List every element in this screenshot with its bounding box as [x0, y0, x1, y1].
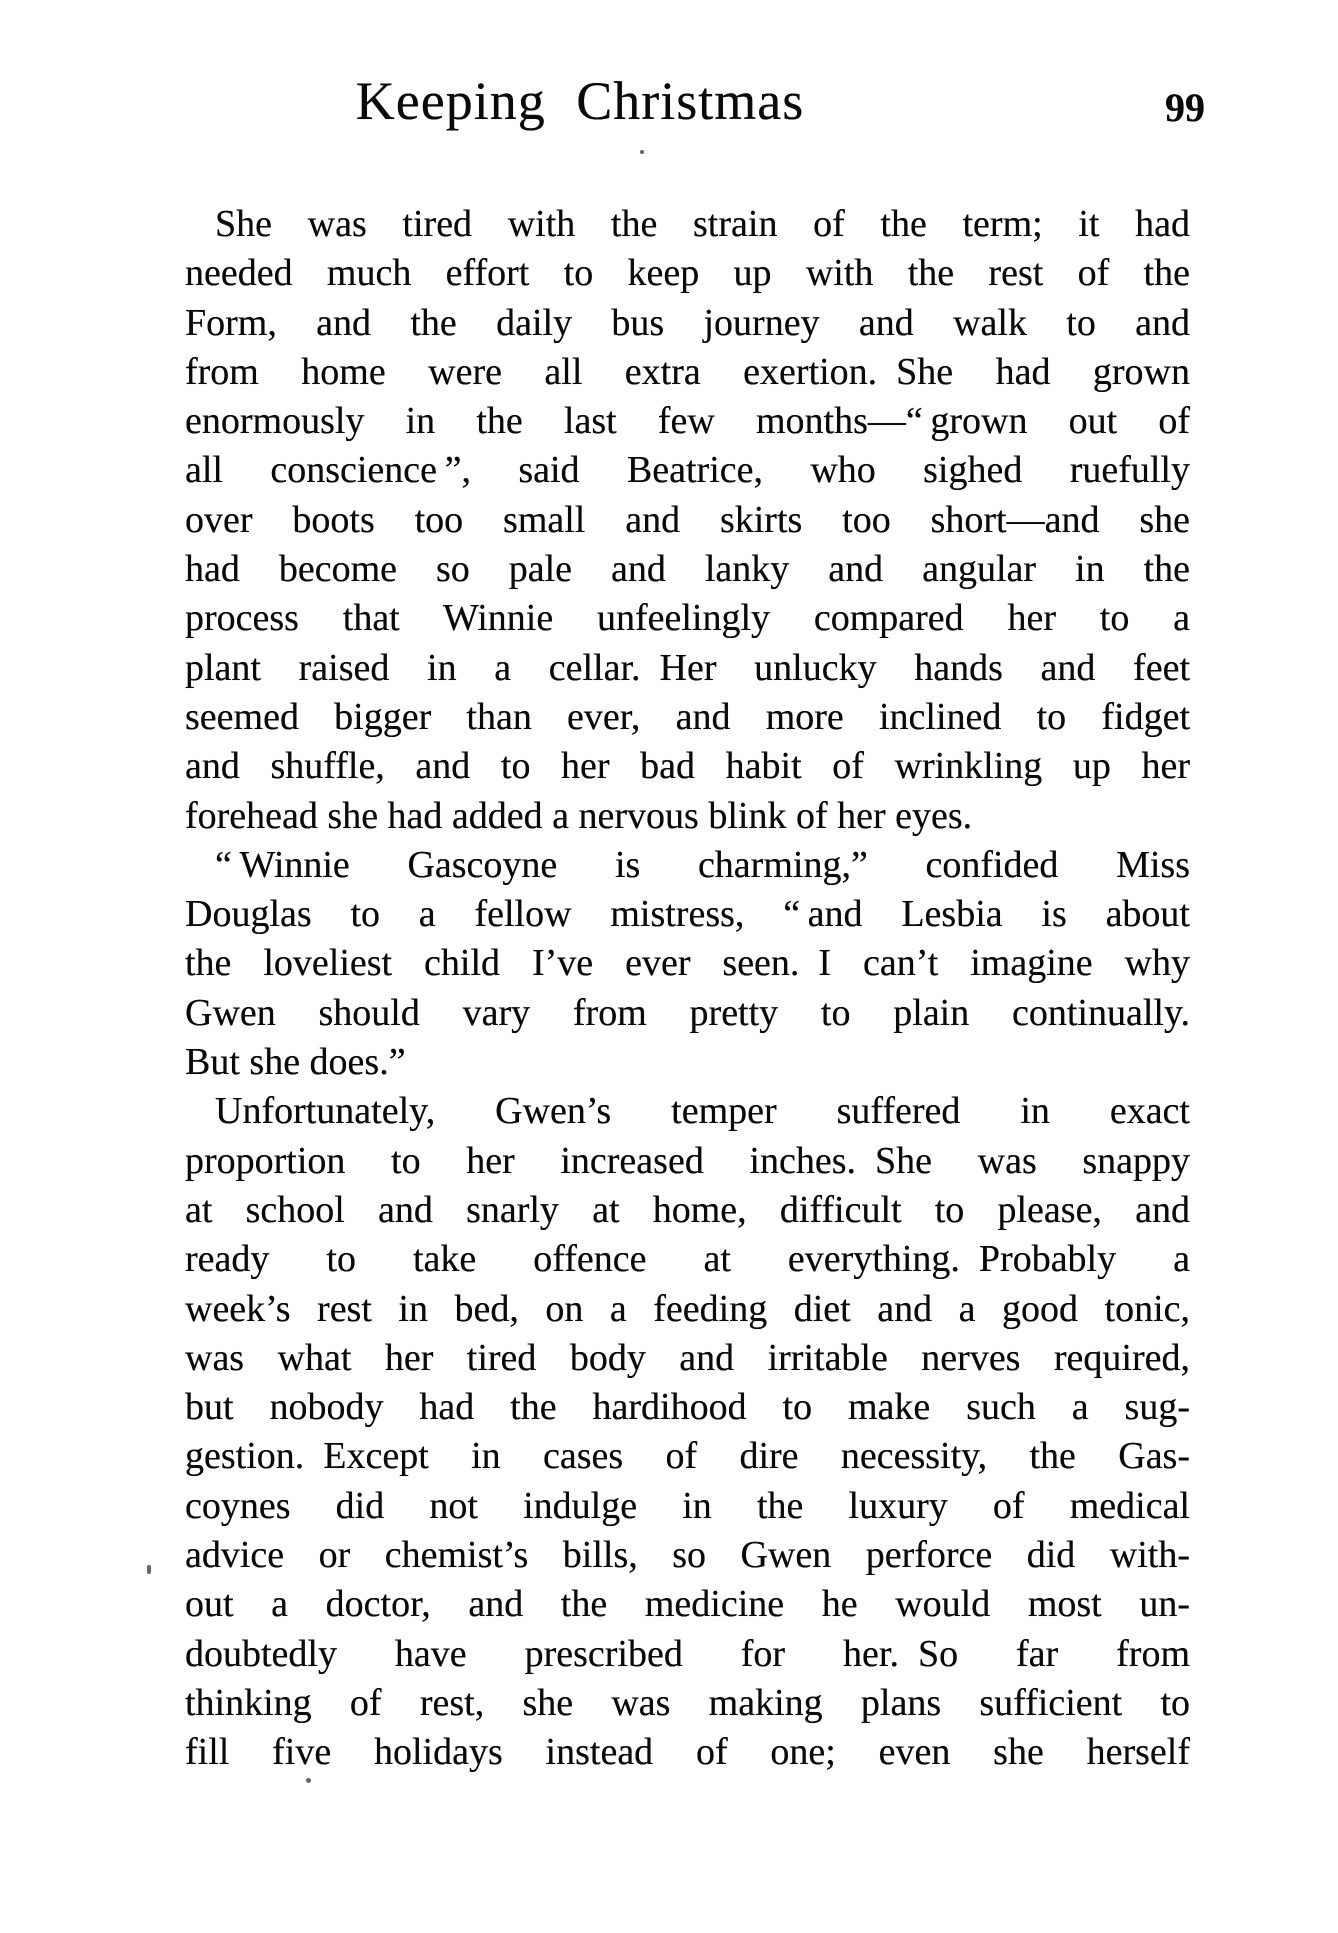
text-line: advice or chemist’s bills, so Gwen perforce did with- — [185, 1534, 1190, 1577]
text-line: gestion. Except in cases of dire necessity, the Gas- — [185, 1435, 1190, 1478]
text-line: week’s rest in bed, on a feeding diet and a good tonic, — [185, 1287, 1190, 1330]
text-line: ready to take offence at everything. Probably a — [185, 1238, 1190, 1281]
text-line: Form, and the daily bus journey and walk to and — [185, 301, 1190, 344]
page-text — [185, 200, 1190, 1778]
text-line: process that Winnie unfeelingly compared her to a — [185, 597, 1190, 640]
text-line: plant raised in a cellar. Her unlucky hands and feet — [185, 646, 1190, 689]
text-line: She was tired with the strain of the term; it had — [215, 203, 1190, 245]
text-line: at school and snarly at home, difficult to please, and — [185, 1188, 1190, 1231]
text-line: over boots too small and skirts too short—and she — [185, 498, 1190, 541]
scan-speck — [147, 1565, 151, 1574]
text-line: was what her tired body and irritable nerves required, — [185, 1336, 1190, 1379]
text-line: forehead she had added a nervous blink of her eyes. — [185, 794, 973, 837]
text-line: needed much effort to keep up with the rest of the — [185, 252, 1190, 295]
text-line: from home were all extra exertion. She had grown — [185, 350, 1190, 393]
text-line: but nobody had the hardihood to make such a sug- — [185, 1386, 1190, 1429]
text-line: out a doctor, and the medicine he would most un- — [185, 1583, 1190, 1626]
scan-speck — [640, 150, 644, 154]
text-line: Douglas to a fellow mistress, “ and Lesbia is about — [185, 893, 1190, 936]
text-line: fill five holidays instead of one; even she herself — [185, 1731, 1190, 1774]
text-line: thinking of rest, she was making plans sufficient to — [185, 1681, 1190, 1724]
text-line: the loveliest child I’ve ever seen. I can’t imagine why — [185, 942, 1190, 985]
text-line: doubtedly have prescribed for her. So far from — [185, 1632, 1190, 1675]
text-line: and shuffle, and to her bad habit of wrinkling up her — [185, 745, 1190, 788]
text-line: proportion to her increased inches. She was snappy — [185, 1139, 1190, 1182]
text-line: all conscience ”, said Beatrice, who sighed ruefully — [185, 449, 1190, 492]
text-line: coynes did not indulge in the luxury of medical — [185, 1484, 1190, 1527]
text-line: enormously in the last few months—“ grown out of — [185, 400, 1190, 443]
page-number: 99 — [1165, 85, 1205, 130]
text-line: “ Winnie Gascoyne is charming,” confided Miss — [215, 843, 1190, 886]
page-title: Keeping Christmas — [355, 71, 805, 131]
text-line: seemed bigger than ever, and more inclined to fidget — [185, 695, 1190, 738]
text-line: had become so pale and lanky and angular in the — [185, 548, 1190, 591]
text-line: Gwen should vary from pretty to plain continually. — [185, 991, 1190, 1034]
text-line: Unfortunately, Gwen’s temper suffered in exact — [215, 1090, 1190, 1133]
text-line: But she does.” — [185, 1041, 406, 1084]
scan-speck — [306, 1778, 311, 1783]
